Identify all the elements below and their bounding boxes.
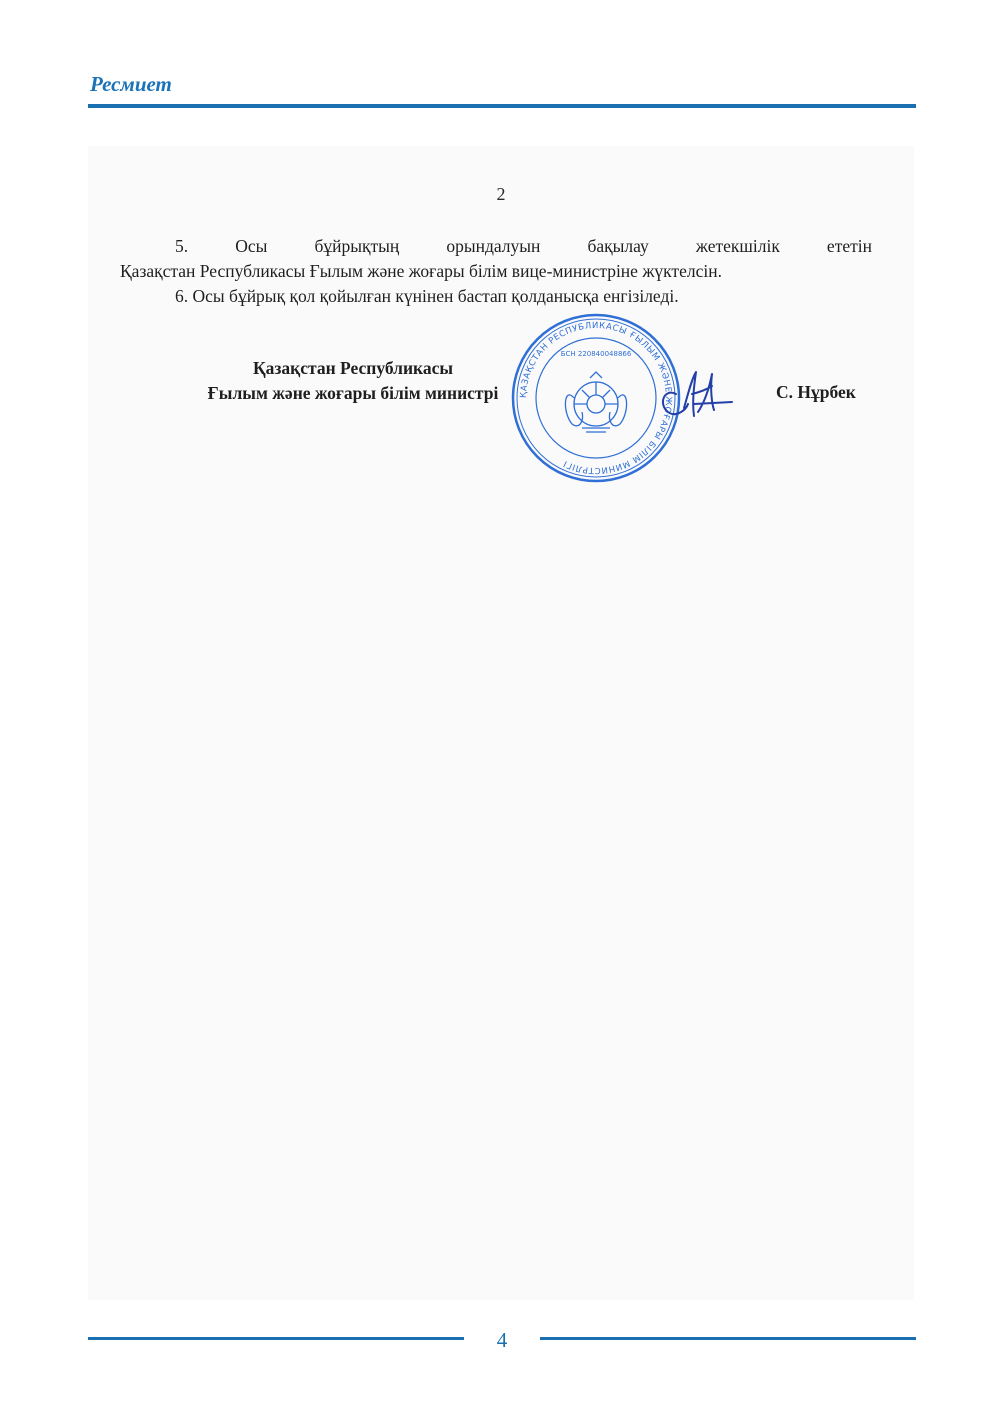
signatory-name: С. Нұрбек bbox=[776, 382, 856, 402]
scanned-page-number: 2 bbox=[496, 184, 506, 204]
signatory-position-line-1: Қазақстан Республикасы bbox=[252, 358, 454, 378]
svg-text:ҚАЗАҚСТАН РЕСПУБЛИКАСЫ ҒЫЛЫМ Ж bbox=[519, 321, 673, 475]
scanned-document-page bbox=[88, 146, 914, 1300]
signatory-position bbox=[168, 356, 538, 406]
journal-section-title: Ресмиет bbox=[90, 72, 172, 96]
signatory-position-line-2: Ғылым және жоғары білім министрі bbox=[207, 383, 499, 403]
seal-circular-text: ҚАЗАҚСТАН РЕСПУБЛИКАСЫ ҒЫЛЫМ ЖӘНЕ ЖОҒАРЫ БІЛІМ МИНИСТРЛІГІ bbox=[518, 320, 674, 476]
header-divider bbox=[88, 104, 916, 108]
footer-page-number: 4 bbox=[496, 1328, 508, 1352]
paragraph-5 bbox=[120, 234, 872, 284]
paragraph-5-line-2: Қазақстан Республикасы Ғылым және жоғары білім вице-министріне жүктелсін. bbox=[120, 261, 722, 281]
paragraph-6: 6. Осы бұйрық қол қойылған күнінен бастап қолданысқа енгізіледі. bbox=[175, 286, 679, 306]
state-emblem-icon bbox=[565, 372, 626, 432]
footer-divider-left bbox=[88, 1337, 464, 1340]
seal-inner-text: БСН 220840048866 bbox=[560, 350, 632, 358]
footer-divider-right bbox=[540, 1337, 916, 1340]
paragraph-5-line-1: 5. Осы бұйрықтың орындалуын бақылау жетекшілік ететін bbox=[175, 236, 872, 256]
handwritten-signature bbox=[654, 364, 734, 426]
